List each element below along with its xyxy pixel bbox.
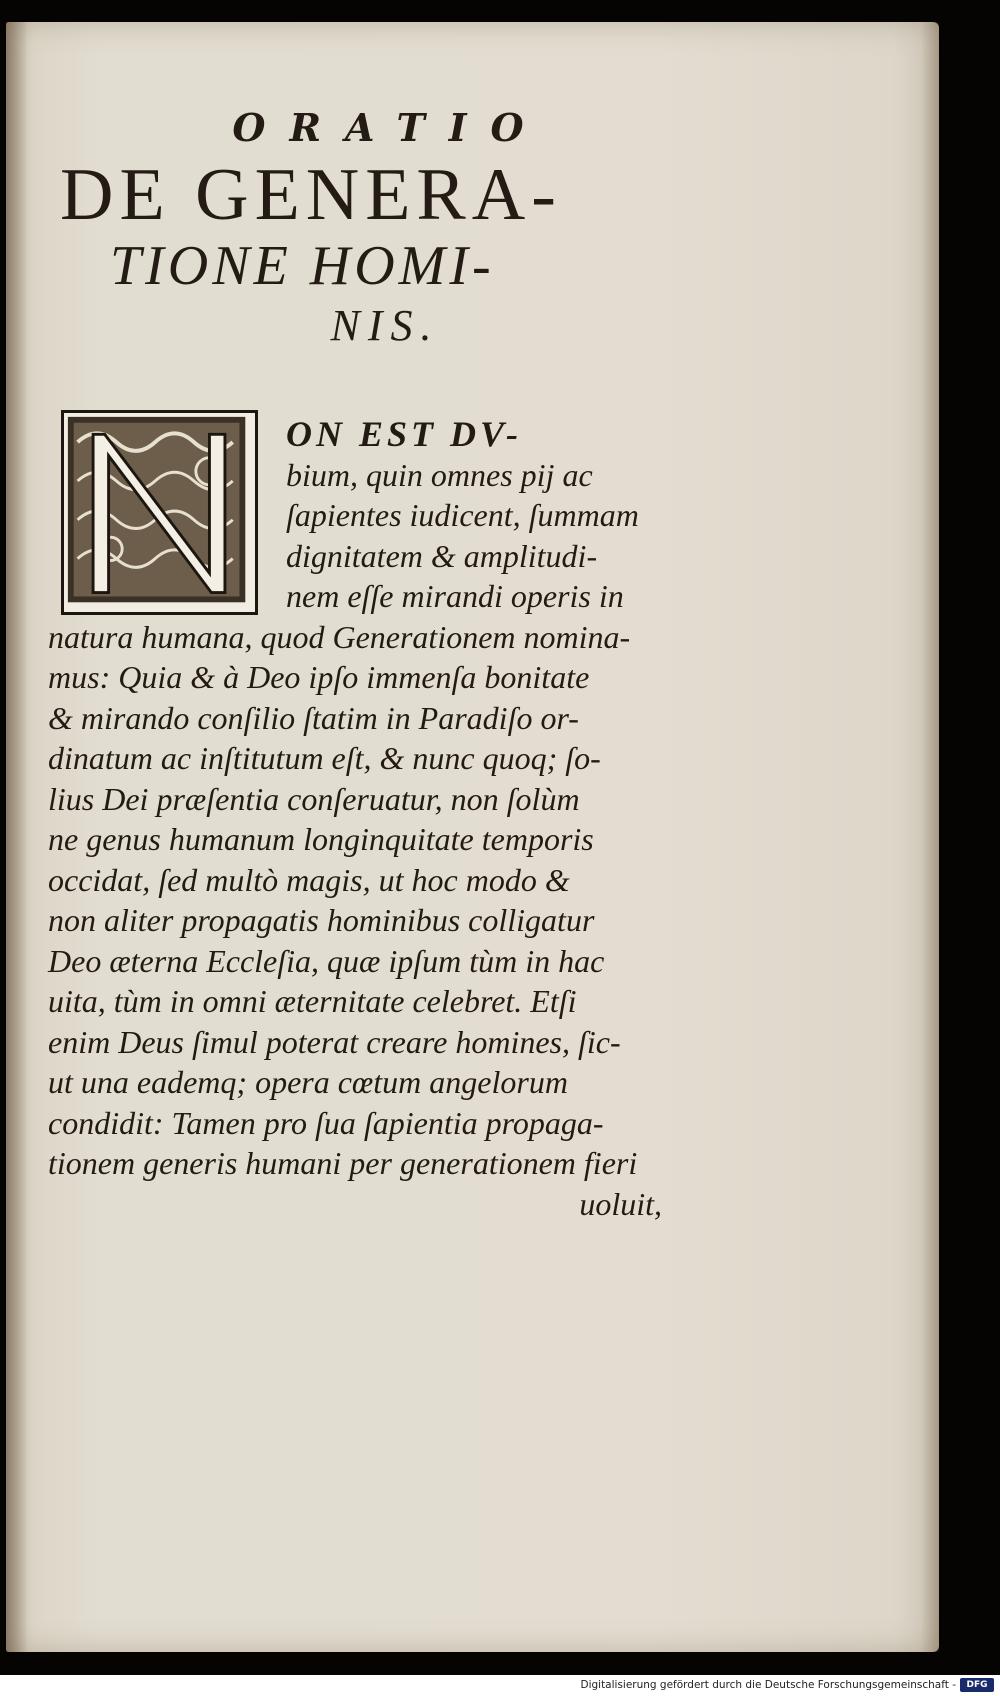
- text-line: bium, quin omnes pij ac: [286, 456, 593, 493]
- body-paragraph: [48, 414, 668, 1224]
- catchword: uoluit,: [579, 1185, 662, 1222]
- text-line: ut una eademq; opera cœtum angelorum: [48, 1064, 568, 1100]
- text-line: non aliter propagatis hominibus colligatur: [48, 902, 595, 938]
- text-line: ON EST DV-: [286, 414, 523, 454]
- title-line-3: TIONE HOMI-: [110, 235, 495, 297]
- text-line: ne genus humanum longinquitate temporis: [48, 821, 594, 857]
- text-line: nem eſſe mirandi operis in: [286, 578, 624, 614]
- text-line: uita, tùm in omni æternitate celebret. Etſi: [48, 983, 577, 1019]
- spine-shadow: [6, 22, 28, 1652]
- text-line: enim Deus ſimul poterat creare homines, ſic-: [48, 1023, 621, 1060]
- text-line: dinatum ac inſtitutum eſt, & nunc quoq; ſo-: [48, 740, 601, 776]
- title-line-4: NIS.: [330, 301, 440, 350]
- dfg-logo-icon: DFG: [960, 1678, 994, 1692]
- text-line: tionem generis humani per generationem fieri: [48, 1145, 638, 1181]
- text-line: mus: Quia & à Deo ipſo immenſa bonitate: [48, 659, 590, 695]
- text-line: dignitatem & amplitudi-: [286, 537, 598, 574]
- digitization-credit: Digitalisierung gefördert durch die Deutsche Forschungsgemeinschaft -: [580, 1679, 956, 1691]
- title-line-2: DE GENERA-: [60, 154, 562, 236]
- text-line: occidat, ſed multò magis, ut hoc modo &: [48, 861, 570, 898]
- page-edge: [921, 22, 939, 1652]
- title-line-1: ORATIO: [232, 105, 548, 150]
- oration-title: [60, 105, 680, 351]
- text-line: ſapientes iudicent, ſummam: [286, 497, 639, 533]
- text-line: & mirando conſilio ſtatim in Paradiſo or-: [48, 699, 579, 736]
- text-line: Deo æterna Eccleſia, quæ ipſum tùm in hac: [48, 942, 605, 979]
- text-line: lius Dei præſentia conſeruatur, non ſolùm: [48, 780, 580, 817]
- text-line: natura humana, quod Generationem nomina-: [48, 618, 631, 655]
- text-line: condidit: Tamen pro ſua ſapientia propaga-: [48, 1104, 604, 1141]
